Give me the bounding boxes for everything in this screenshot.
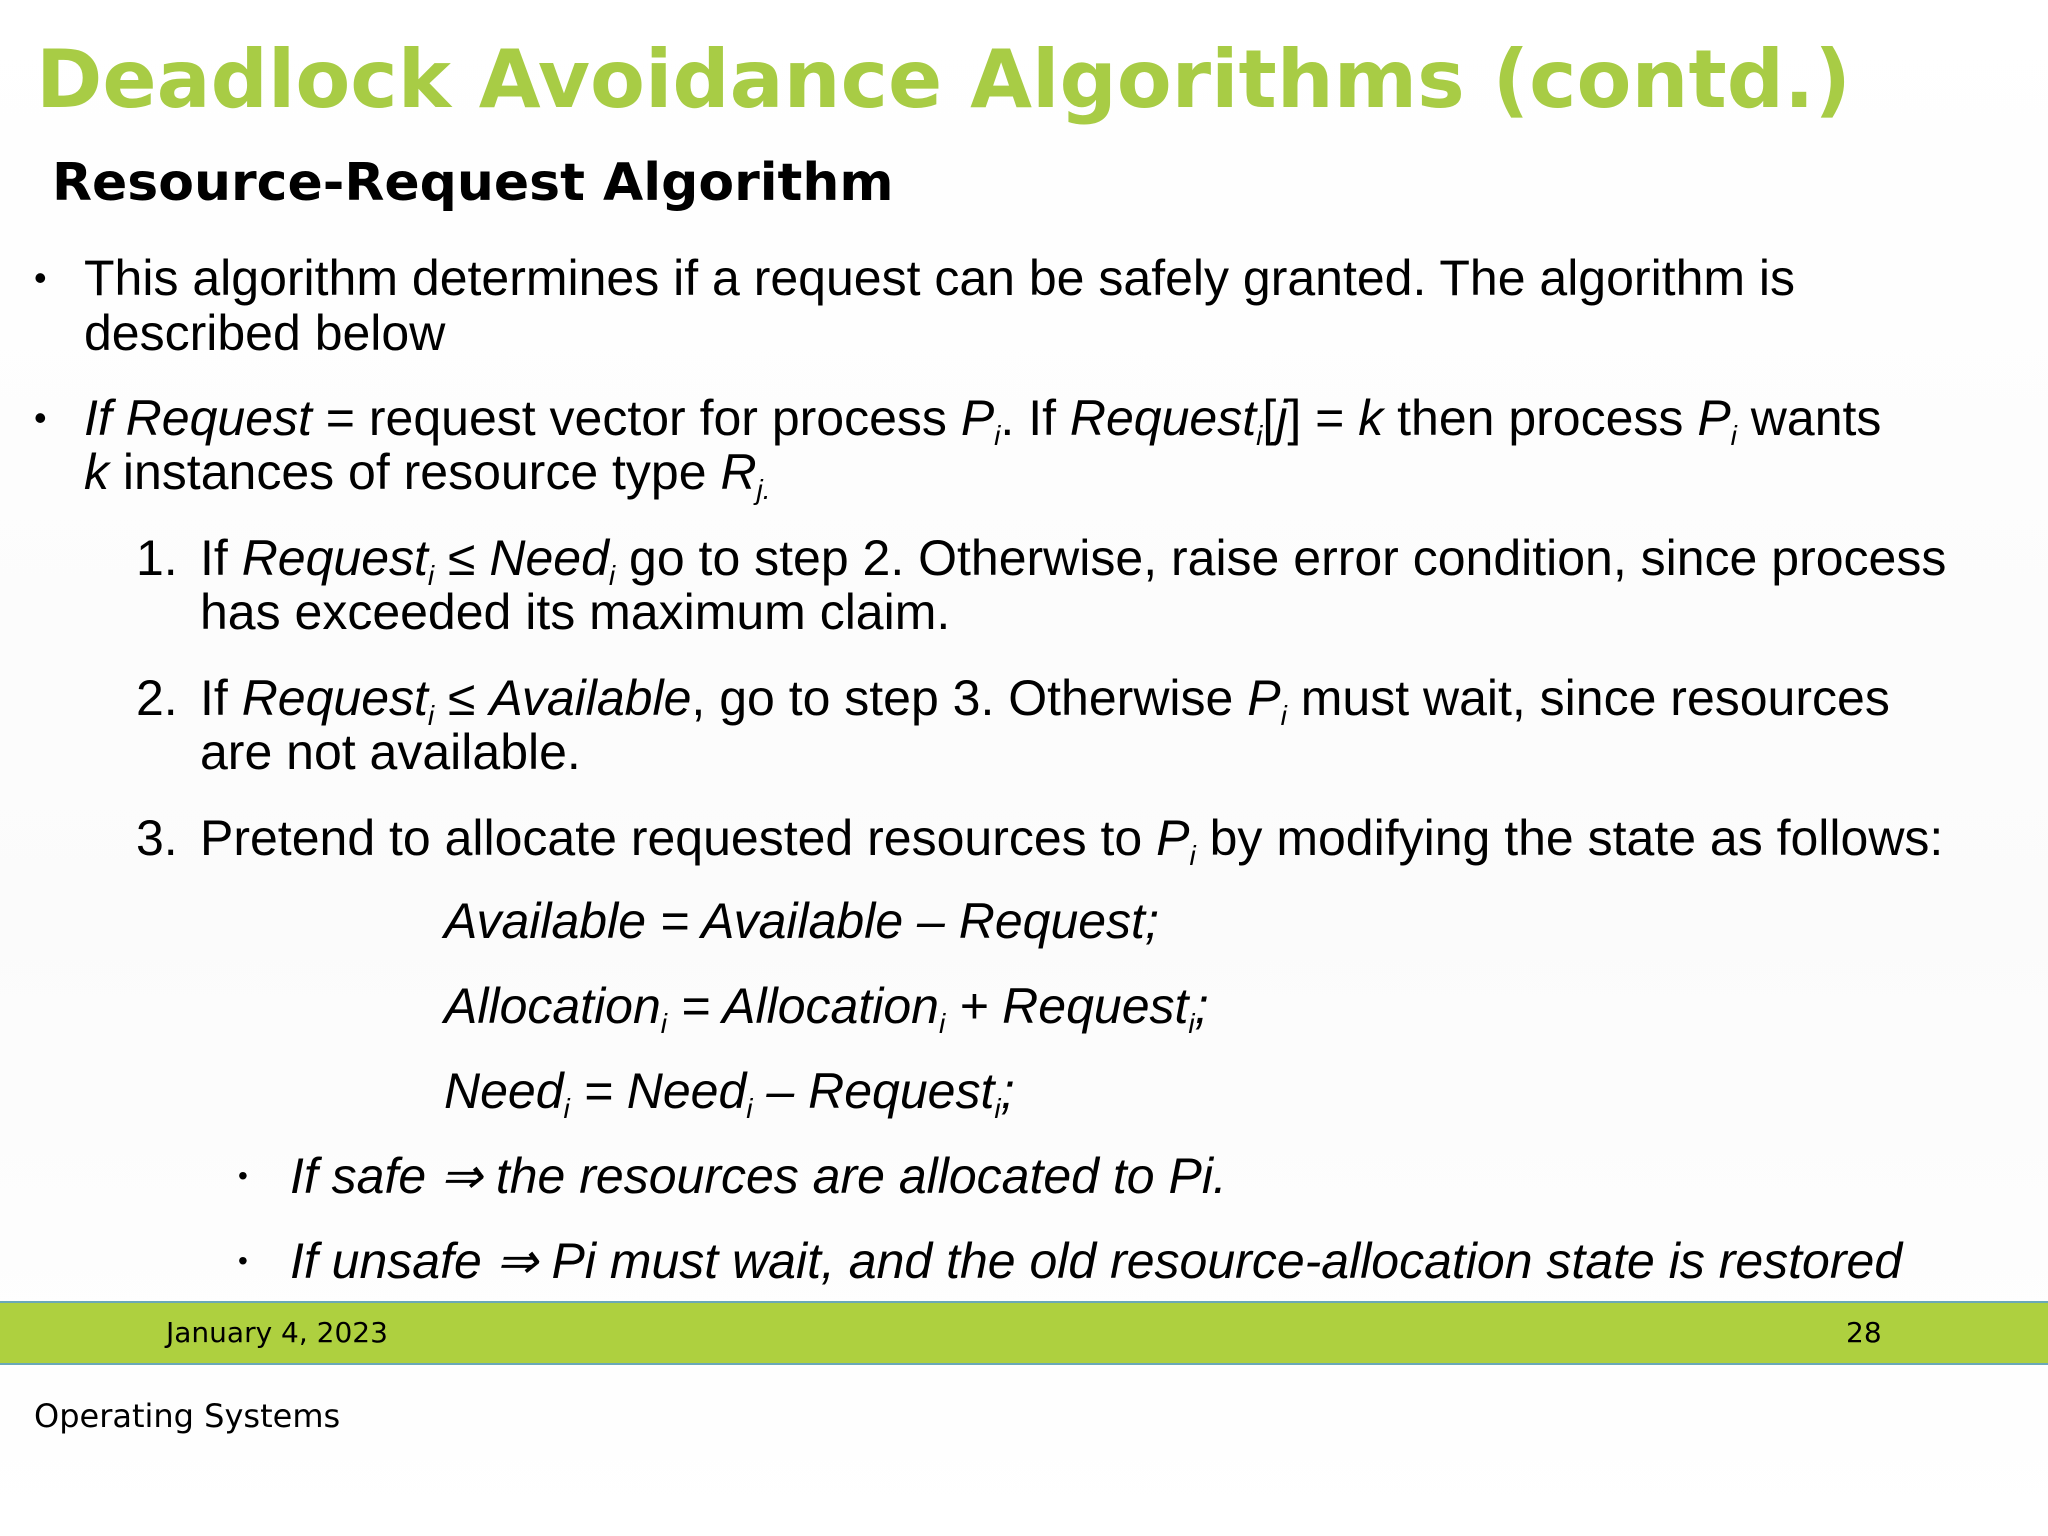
slide-subtitle: Resource-Request Algorithm (52, 153, 894, 213)
bullet-marker: • (34, 257, 47, 298)
step1-line2: has exceeded its maximum claim. (200, 584, 951, 640)
slide-title: Deadlock Avoidance Algorithms (contd.) (36, 33, 1851, 126)
bullet2-line1: If Request = request vector for process $P_i$. If Request$_i$[j] = k then process $P_i$ wants (84, 390, 1882, 451)
footer-date: January 4, 2023 (166, 1316, 388, 1349)
step1-line1: If Request$_i$ ≤ Need$_i$ go to step 2. Otherwise, raise error condition, since process (200, 530, 1947, 591)
equation-need: Need$_i$ = Need$_i$ – Request$_i$; (444, 1063, 1015, 1124)
sub-bullet-safe: If safe ⇒ the resources are allocated to Pi. (290, 1148, 1227, 1204)
step1-number: 1. (136, 530, 178, 586)
equation-available: Available = Available – Request; (444, 893, 1159, 949)
bullet-marker: • (34, 397, 47, 438)
sub-bullet-marker: • (238, 1245, 248, 1276)
step3-line1: Pretend to allocate requested resources to $P_i$ by modifying the state as follows: (200, 810, 1944, 871)
step2-number: 2. (136, 670, 178, 726)
step3-number: 3. (136, 810, 178, 866)
equation-allocation: Allocation$_i$ = Allocation$_i$ + Request$_i$; (444, 978, 1209, 1039)
bullet1-line1: This algorithm determines if a request can be safely granted. The algorithm is (84, 250, 1796, 306)
step2-line2: are not available. (200, 724, 581, 780)
step2-line1: If Request$_i$ ≤ Available, go to step 3. Otherwise $P_i$ must wait, since resources (200, 670, 1890, 731)
sub-bullet-marker: • (238, 1160, 248, 1191)
bullet1-line2: described below (84, 305, 446, 361)
page-number: 28 (1846, 1316, 1882, 1349)
sub-bullet-unsafe: If unsafe ⇒ Pi must wait, and the old resource-allocation state is restored (290, 1233, 1903, 1289)
course-name: Operating Systems (34, 1397, 341, 1435)
bullet2-line2: k instances of resource type $R_{j.}$ (84, 444, 771, 505)
